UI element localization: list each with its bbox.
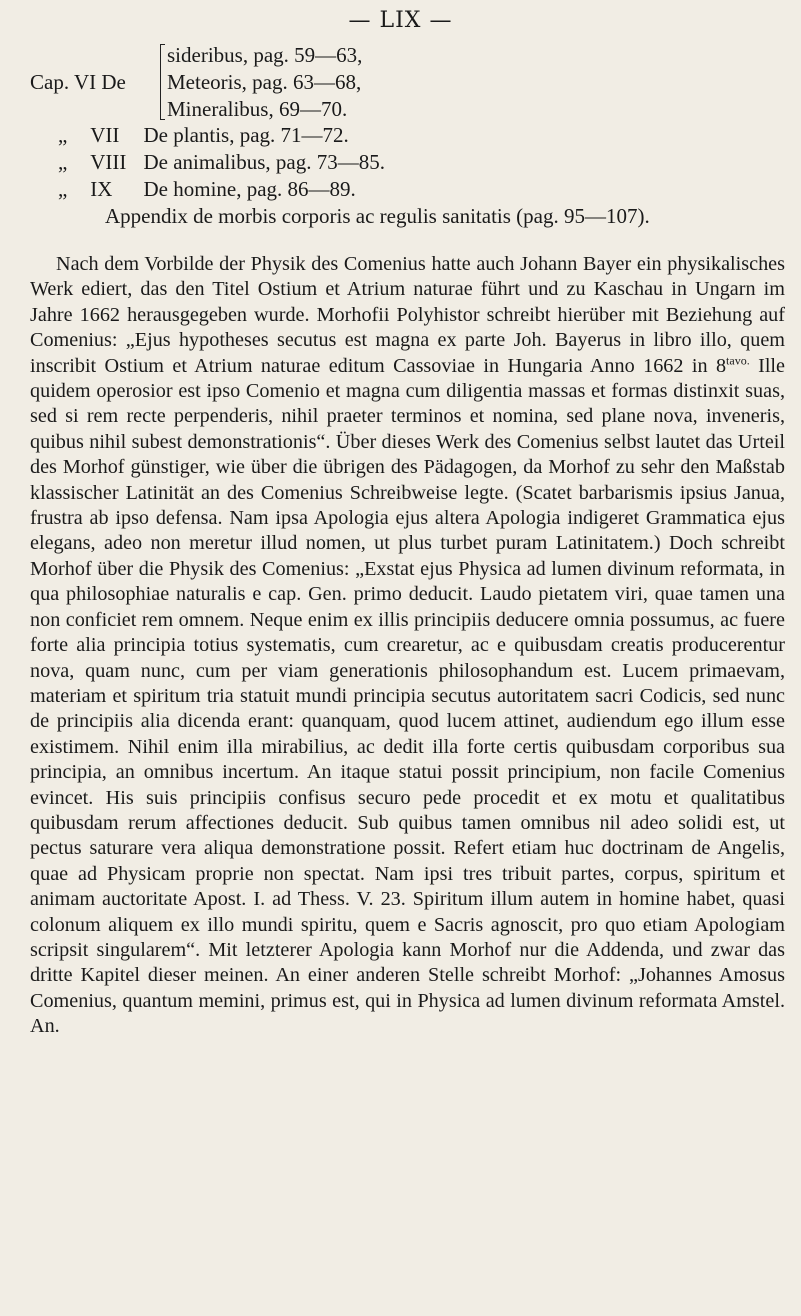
body-paragraph: [30, 252, 785, 1040]
chapter-title: De animalibus, pag. 73—85.: [143, 150, 385, 174]
chapter-number: VIII: [90, 150, 127, 174]
toc-chapter-6: [30, 42, 790, 122]
superscript: tavo.: [726, 352, 750, 367]
toc-chapter-label: Cap. VI De: [30, 70, 126, 94]
chapter-number: VII: [90, 123, 120, 147]
brace: [160, 44, 167, 120]
page-number: — LIX —: [348, 8, 453, 33]
ditto-mark: „: [58, 177, 68, 201]
toc-chapter-9: [30, 176, 790, 203]
ditto-mark: „: [58, 123, 68, 147]
toc-subitem: Meteoris, pag. 63—68,: [167, 70, 362, 94]
paragraph-text: Nach dem Vorbilde der Physik des Comenius hatte auch Johann Bayer ein physikalisches Werk ediert, das den Titel Ostium et Atrium naturae führt und zu Kaschau in Ungarn im Jahre 1662 herausgegeben wurde. Morhofii Polyhistor schreibt hierüber mit Beziehung auf Comenius: „Ejus hypotheses secutus est magna ex parte Joh. Bayerus in libro illo, quem inscribit Ostium et Atrium naturae editum Cassoviae in Hungaria Anno 1662 in 8: [30, 253, 785, 377]
toc-subitem: sideribus, pag. 59—63,: [167, 43, 363, 67]
toc-chapter-8: [30, 149, 790, 176]
chapter-title: De homine, pag. 86—89.: [143, 177, 356, 201]
toc-subitem: Mineralibus, 69—70.: [167, 97, 348, 121]
ditto-mark: „: [58, 150, 68, 174]
table-of-contents: [30, 42, 790, 230]
chapter-title: De plantis, pag. 71—72.: [143, 123, 349, 147]
toc-chapter-7: [30, 122, 790, 149]
toc-appendix: Appendix de morbis corporis ac regulis sanitatis (pag. 95—107).: [105, 204, 650, 228]
toc-subitems: [167, 42, 362, 123]
paragraph-text: Ille quidem operosior est ipso Comenio et magna cum diligentia massas et formas distinxit suas, sed si rem recte perpenderis, nihil praeter terminos et nomina, sed plane nova, inveneris, quibus nihil subest demonstrationis“. Über dieses Werk des Comenius selbst lautet das Urteil des Morhof günstiger, wie über die übrigen des Pädagogen, da Morhof zu sehr den Maßstab klassischer Latinität an des Comenius Schreibweise legte. (Scatet barbarismis ipsius Janua, frustra ab ipso defensa. Nam ipsa Apologia ejus altera Apologia indigeret Grammatica ejus elegans, adeo non meretur illud nomen, ut plus turbet puram Latinitatem.) Doch schreibt Morhof über die Physik des Comenius: „Exstat ejus Physica ad lumen divinum reformata, in qua philosophiae naturalis e cap. Gen. primo deducit. Laudo pietatem viri, quae tamen una non conficiet rem omnem. Neque enim ex illis principiis deducere omnia possumus, ac fuere forte alia principia totius systematis, cum crearetur, ac e quibusdam creatis producerentur nova, quam nunc, cum per viam generationis philosophandum est. Lucem primaevam, materiam et spiritum tria statuit mundi principia secutus autoritatem sacri Codicis, sed nunc de principiis alia dicenda erant: quanquam, quod lucem attinet, audiendum ego illum esse existimem. Nihil enim illa mirabilius, ac dedit illa forte certis quibusdam corporibus sua principia, an omnibus incertum. An itaque statui possit principium, non facile Comenius evincet. His suis principiis confisus securo pede procedit et ex motu et qualitatibus quibusdam rerum affectiones deducit. Sub quibus tamen omnibus nil adeo solidi est, ut pectus saturare vera aliqua demonstratione possit. Refert etiam huc doctrinam de Angelis, quae ad Physicam proprie non spectat. Nam ipsi tres tribuit partes, corpus, spiritum et animam auctoritate Apost. I. ad Thess. V. 23. Spiritum illum autem in homine habet, quasi colonum aliquem ex illo mundi spiritu, quem e Sacris agnoscit, pro quo etiam Apologiam scripsit singularem“. Mit letzterer Apologia kann Morhof nur die Addenda, und zwar das dritte Kapitel dieser meinen. An einer anderen Stelle schreibt Morhof: „Johannes Amosus Comenius, quantum memini, primus est, qui in Physica ad lumen divinum reformata Amstel. An.: [30, 354, 786, 1038]
chapter-number: IX: [90, 177, 113, 201]
